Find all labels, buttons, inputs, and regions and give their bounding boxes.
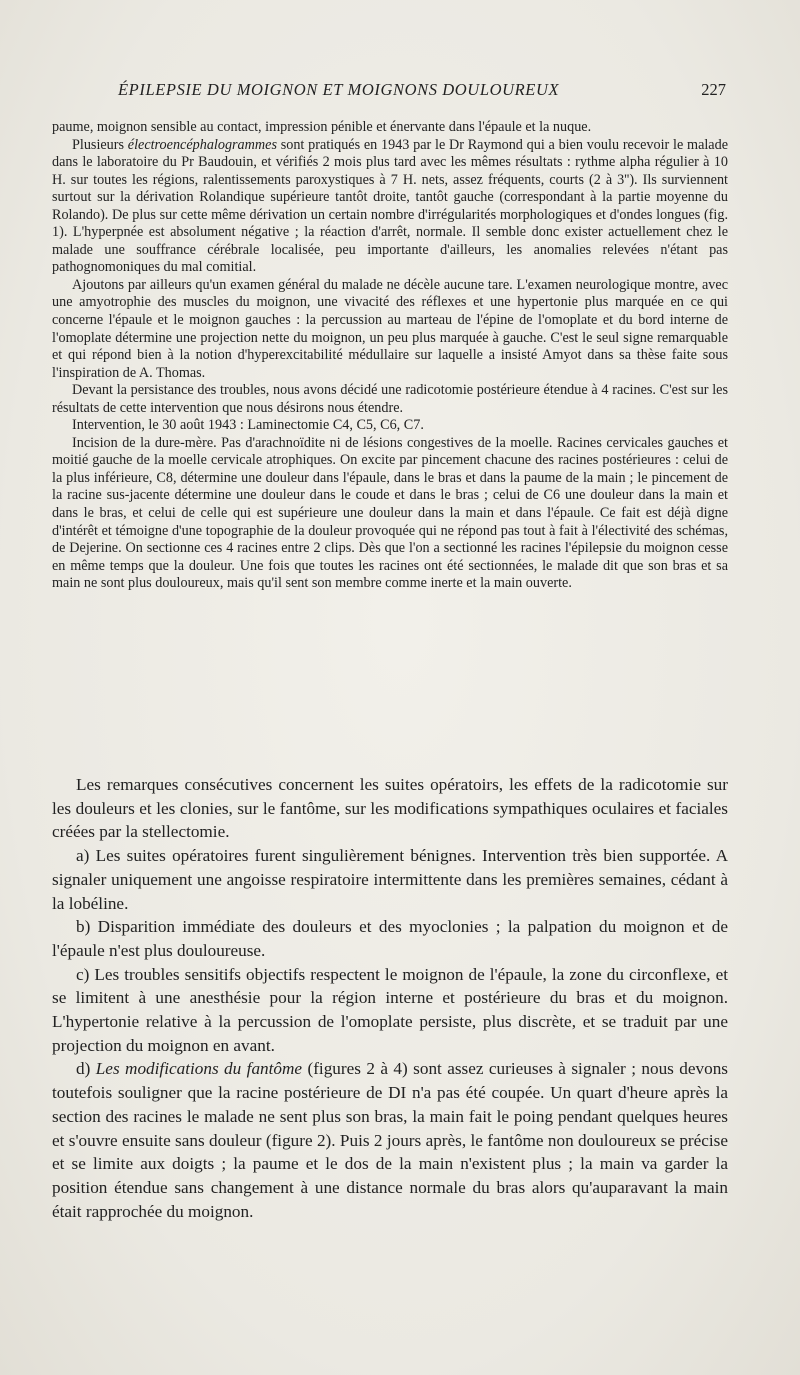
paragraph-b: b) Disparition immédiate des douleurs et des myoclonies ; la palpation du moignon et de l'épaule n'est plus douloureuse. xyxy=(52,917,728,960)
paragraph-symptoms: paume, moignon sensible au contact, impression pénible et énervante dans l'épaule et la nuque. xyxy=(52,119,592,135)
page-number: 227 xyxy=(701,80,726,99)
commentary-body xyxy=(52,773,728,1223)
paragraph-c: c) Les troubles sensitifs objectifs respectent le moignon de l'épaule, la zone du circonflexe, et se limitent à une anesthésie pour la région interne et postérieure du bras et du moignon. L'hypertonie relative à la percussion de l'omoplate persiste, plus discrète, et se traduit par une projection du moignon en avant. xyxy=(52,964,728,1055)
paragraph-neuro-exam: Ajoutons par ailleurs qu'un examen général du malade ne décèle aucune tare. L'examen neurologique montre, avec une amyotrophie des muscles du moignon, une vivacité des réflexes et une hypertonie plus marquée en ce qui concerne l'épaule et le moignon gauches : la percussion au marteau de l'épine de l'omoplate et du bord interne de l'omoplate détermine une projection nette du moignon, un peu plus marquée à gauche. C'est le seul signe remarquable et qui répond bien à la notion d'hyperexcitabilité médullaire sur laquelle a insisté Amyot dans sa thèse faite sous l'inspiration de A. Thomas. xyxy=(52,276,728,381)
paragraph-decision: Devant la persistance des troubles, nous avons décidé une radicotomie postérieure étendue à 4 racines. C'est sur les résultats de cette intervention que nous désirons nous étendre. xyxy=(52,382,728,416)
paragraph-operation: Incision de la dure-mère. Pas d'arachnoïdite ni de lésions congestives de la moelle. Racines cervicales gauches et moitié gauche de la moelle cervicale atrophiques. On excite par pincement chacune des racines postérieures : celui de la plus inférieure, C8, détermine une douleur dans l'épaule, dans le bras et dans la paume de la main ; le pincement de la racine sus-jacente détermine une douleur dans le coude et dans le bras ; celui de C6 une douleur dans la main et dans le bras, et celui de celle qui est supérieure une douleur dans la main et dans l'épaule. Ce fait est déjà digne d'intérêt et témoigne d'une topographie de la douleur provoquée qui ne répond pas tout à fait à l'électivité des schémas, de Dejerine. On sectionne ces 4 racines entre 2 clips. Dès que l'on a sectionné les racines l'épilepsie du moignon cesse en même temps que la douleur. Une fois que toutes les racines ont été sectionnées, le malade dit que son bras et sa main ne sont plus douloureux, mais qu'il sent son membre comme inerte et la main ouverte. xyxy=(52,434,728,592)
eeg-body: sont pratiqués en 1943 par le Dr Raymond qui a bien voulu recevoir le malade dans le laboratoire du Pr Baudouin, et vérifiés 2 mois plus tard avec les mêmes résultats : rythme alpha régulier à 10 H. sur toutes les régions, ralentissements paroxystiques à 7 H. nets, assez fréquents, courts (2 à 3''). Ils surviennent surtout sur la dérivation Rolandique supérieure tantôt droite, tantôt gauche (correspondant à la partie moyenne du Rolando). De plus sur cette même dérivation un certain nombre d'irrégularités morphologiques et d'ondes longues (fig. 1). L'hyperpnée est absolument négative ; la réaction d'arrêt, normale. Il semble donc exister actuellement chez le malade une souffrance cérébrale localisée, peu importante d'ailleurs, les anomalies relevées n'étant pas pathognomoniques du mal comitial. xyxy=(52,136,728,276)
case-report-small-print xyxy=(52,119,728,593)
eeg-intro: Plusieurs xyxy=(72,136,128,153)
paragraph-d xyxy=(52,1057,728,1223)
item-d-marker: d) xyxy=(76,1059,96,1079)
item-d-title: Les modifications du fantôme xyxy=(95,1059,303,1079)
running-title: ÉPILEPSIE DU MOIGNON ET MOIGNONS DOULOUREUX xyxy=(118,80,560,99)
running-header xyxy=(52,80,728,104)
eeg-term: électroencéphalogrammes xyxy=(127,136,277,153)
item-d-body: (figures 2 à 4) sont assez curieuses à signaler ; nous devons toutefois souligner que la racine postérieure de DI n'a pas été coupée. Un quart d'heure après la section des racines le malade ne sent plus son bras, la main fait le poing pendant quelques heures et s'ouvre ensuite sans douleur (figure 2). Puis 2 jours après, le fantôme non douloureux se précise et se limite aux doigts ; la paume et le dos de la main n'existent plus ; la main va garder la position étendue sans changement à une distance normale du bras alors qu'auparavant la main était rapprochée du moignon. xyxy=(52,1059,728,1221)
paragraph-eeg xyxy=(52,137,728,277)
paragraph-remarks: Les remarques consécutives concernent les suites opératoirs, les effets de la radicotomie sur les douleurs et les clonies, sur le fantôme, sur les modifications sympathiques oculaires et faciales créées par la stellectomie. xyxy=(52,775,728,842)
paragraph-intervention-date: Intervention, le 30 août 1943 : Laminectomie C4, C5, C6, C7. xyxy=(72,417,424,434)
paragraph-a: a) Les suites opératoires furent singulièrement bénignes. Intervention très bien supportée. A signaler uniquement une angoisse respiratoire intermittente dans les premières semaines, cédant à la lobéline. xyxy=(52,846,728,913)
